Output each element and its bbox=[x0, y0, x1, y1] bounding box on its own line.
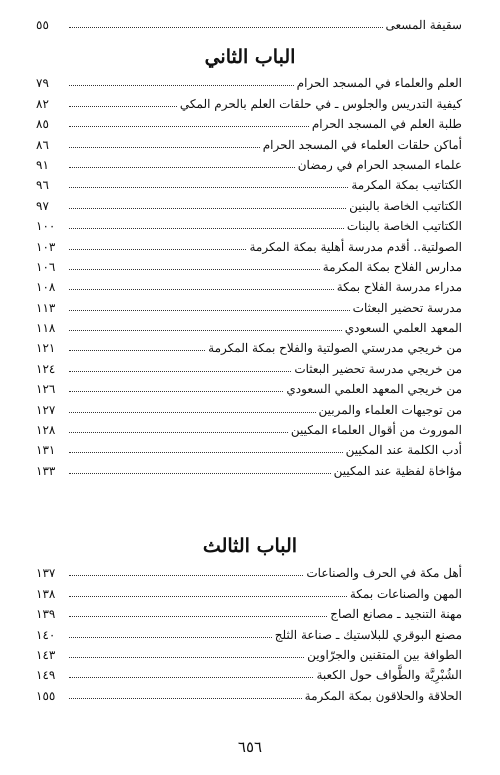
toc-entry bbox=[36, 437, 462, 457]
toc-entry bbox=[36, 131, 462, 151]
toc-entry-page: ١٠٦ bbox=[36, 259, 56, 274]
toc-entry-title: من توجيهات العلماء والمربين bbox=[318, 402, 462, 417]
toc-entry-title: الشُبْرِيَّة والطَّواف حول الكعبة bbox=[316, 668, 462, 683]
leader-dots bbox=[69, 146, 260, 148]
toc-entry bbox=[36, 12, 462, 32]
toc-top-list bbox=[36, 12, 462, 32]
toc-entry-page: ٩٧ bbox=[36, 198, 49, 213]
toc-entry-page: ١٣٩ bbox=[36, 607, 56, 622]
leader-dots bbox=[69, 656, 304, 658]
toc-entry bbox=[36, 642, 462, 662]
leader-dots bbox=[69, 595, 347, 597]
toc-entry-title: الكتاتيب بمكة المكرمة bbox=[351, 178, 462, 193]
toc-entry bbox=[36, 152, 462, 172]
toc-entry-title: العلم والعلماء في المسجد الحرام bbox=[296, 76, 462, 91]
toc-entry-page: ١٢١ bbox=[36, 341, 56, 356]
toc-entry-title: أهل مكة في الحرف والصناعات bbox=[306, 566, 462, 581]
toc-entry bbox=[36, 254, 462, 274]
chapter-3-entries bbox=[36, 560, 462, 703]
toc-entry bbox=[36, 274, 462, 294]
toc-entry-title: طلبة العلم في المسجد الحرام bbox=[311, 117, 462, 132]
leader-dots bbox=[69, 390, 283, 392]
toc-entry-title: المعهد العلمي السعودي bbox=[344, 321, 462, 336]
leader-dots bbox=[69, 186, 348, 188]
leader-dots bbox=[69, 26, 383, 28]
toc-entry bbox=[36, 601, 462, 621]
toc-entry bbox=[36, 213, 462, 233]
toc-entry-title: من خريجي المعهد العلمي السعودي bbox=[286, 382, 462, 397]
toc-entry bbox=[36, 294, 462, 314]
toc-entry-title: علماء المسجد الحرام في رمضان bbox=[297, 157, 462, 172]
toc-entry bbox=[36, 417, 462, 437]
toc-entry-title: مؤاخاة لفظية عند المكيين bbox=[333, 463, 462, 478]
toc-entry bbox=[36, 111, 462, 131]
toc-entry-title: أدب الكلمة عند المكيين bbox=[345, 443, 462, 458]
toc-entry-page: ٩١ bbox=[36, 157, 49, 172]
toc-entry-page: ١٢٨ bbox=[36, 423, 56, 438]
chapter-2-heading: الباب الثاني bbox=[204, 46, 296, 68]
toc-entry-page: ٩٦ bbox=[36, 178, 49, 193]
toc-entry-page: ١٣٣ bbox=[36, 463, 56, 478]
leader-dots bbox=[69, 697, 302, 699]
toc-entry-page: ١٢٦ bbox=[36, 382, 56, 397]
leader-dots bbox=[69, 676, 313, 678]
toc-entry-page: ١٥٥ bbox=[36, 688, 56, 703]
toc-entry-title: المهن والصناعات بمكة bbox=[349, 586, 462, 601]
toc-entry bbox=[36, 621, 462, 641]
toc-entry bbox=[36, 172, 462, 192]
toc-entry-page: ١٣١ bbox=[36, 443, 56, 458]
toc-entry-page: ٥٥ bbox=[36, 18, 49, 33]
toc-entry-page: ٨٥ bbox=[36, 117, 49, 132]
toc-entry-page: ١٤٠ bbox=[36, 627, 56, 642]
toc-entry-page: ١٢٤ bbox=[36, 361, 56, 376]
toc-entry bbox=[36, 580, 462, 600]
toc-entry bbox=[36, 90, 462, 110]
leader-dots bbox=[69, 636, 272, 638]
toc-entry-title: أماكن حلقات العلماء في المسجد الحرام bbox=[262, 137, 462, 152]
page-number: ٦٥٦ bbox=[237, 738, 263, 756]
leader-dots bbox=[69, 309, 350, 311]
chapter-3-heading: الباب الثالث bbox=[202, 535, 298, 557]
toc-entry-page: ٧٩ bbox=[36, 76, 49, 91]
leader-dots bbox=[69, 370, 291, 372]
toc-entry-page: ٨٢ bbox=[36, 96, 49, 111]
toc-entry bbox=[36, 457, 462, 477]
toc-entry-page: ١٣٧ bbox=[36, 566, 56, 581]
toc-entry-title: مصنع البوقري للبلاستيك ـ صناعة الثلج bbox=[274, 627, 462, 642]
leader-dots bbox=[69, 105, 177, 107]
toc-entry bbox=[36, 376, 462, 396]
toc-entry-page: ١٤٣ bbox=[36, 647, 56, 662]
leader-dots bbox=[69, 207, 346, 209]
toc-entry-page: ١٠٠ bbox=[36, 219, 56, 234]
toc-entry-title: الكتاتيب الخاصة بالبنات bbox=[346, 219, 462, 234]
toc-entry bbox=[36, 662, 462, 682]
toc-entry-title: مدراء مدرسة الفلاح بمكة bbox=[336, 280, 462, 295]
toc-entry-page: ١٤٩ bbox=[36, 668, 56, 683]
leader-dots bbox=[69, 431, 288, 433]
toc-entry-page: ١١٣ bbox=[36, 300, 56, 315]
toc-entry-title: الموروث من أقوال العلماء المكيين bbox=[290, 423, 462, 438]
toc-entry-title: سقيفة المسعى bbox=[385, 18, 462, 33]
toc-entry-page: ٨٦ bbox=[36, 137, 49, 152]
leader-dots bbox=[69, 451, 343, 453]
toc-entry-page: ١٠٣ bbox=[36, 239, 56, 254]
toc-entry bbox=[36, 396, 462, 416]
toc-entry bbox=[36, 315, 462, 335]
toc-entry-title: الطوافة بين المتقنين والجرّاوين bbox=[307, 647, 462, 662]
leader-dots bbox=[69, 288, 334, 290]
leader-dots bbox=[69, 329, 342, 331]
chapter-2-entries bbox=[36, 70, 462, 478]
toc-entry-title: مدرسة تحضير البعثات bbox=[352, 300, 462, 315]
leader-dots bbox=[69, 268, 320, 270]
toc-entry bbox=[36, 560, 462, 580]
leader-dots bbox=[69, 574, 303, 576]
toc-entry-title: مهنة التنجيد ـ مصانع الصاج bbox=[330, 607, 462, 622]
leader-dots bbox=[69, 472, 331, 474]
leader-dots bbox=[69, 166, 295, 168]
toc-entry-page: ١١٨ bbox=[36, 321, 56, 336]
toc-entry-title: من خريجي مدرسة تحضير البعثات bbox=[294, 361, 462, 376]
toc-entry-page: ١٣٨ bbox=[36, 586, 56, 601]
toc-entry bbox=[36, 682, 462, 702]
toc-entry-title: من خريجي مدرستي الصولتية والفلاح بمكة المكرمة bbox=[208, 341, 462, 356]
leader-dots bbox=[69, 125, 309, 127]
toc-entry-title: مدارس الفلاح بمكة المكرمة bbox=[322, 259, 462, 274]
toc-entry bbox=[36, 70, 462, 90]
leader-dots bbox=[69, 615, 327, 617]
toc-entry-title: الكتاتيب الخاصة بالبنين bbox=[349, 198, 462, 213]
toc-entry-title: الصولتية.. أقدم مدرسة أهلية بمكة المكرمة bbox=[249, 239, 462, 254]
leader-dots bbox=[69, 248, 246, 250]
toc-entry bbox=[36, 233, 462, 253]
leader-dots bbox=[69, 349, 205, 351]
toc-entry-page: ١٢٧ bbox=[36, 402, 56, 417]
leader-dots bbox=[69, 84, 294, 86]
toc-entry bbox=[36, 335, 462, 355]
toc-entry-title: كيفية التدريس والجلوس ـ في حلقات العلم بالحرم المكي bbox=[179, 96, 462, 111]
leader-dots bbox=[69, 227, 344, 229]
toc-entry bbox=[36, 355, 462, 375]
leader-dots bbox=[69, 411, 316, 413]
toc-entry bbox=[36, 192, 462, 212]
toc-entry-title: الحلاقة والحلاقون بمكة المكرمة bbox=[304, 688, 462, 703]
toc-entry-page: ١٠٨ bbox=[36, 280, 56, 295]
